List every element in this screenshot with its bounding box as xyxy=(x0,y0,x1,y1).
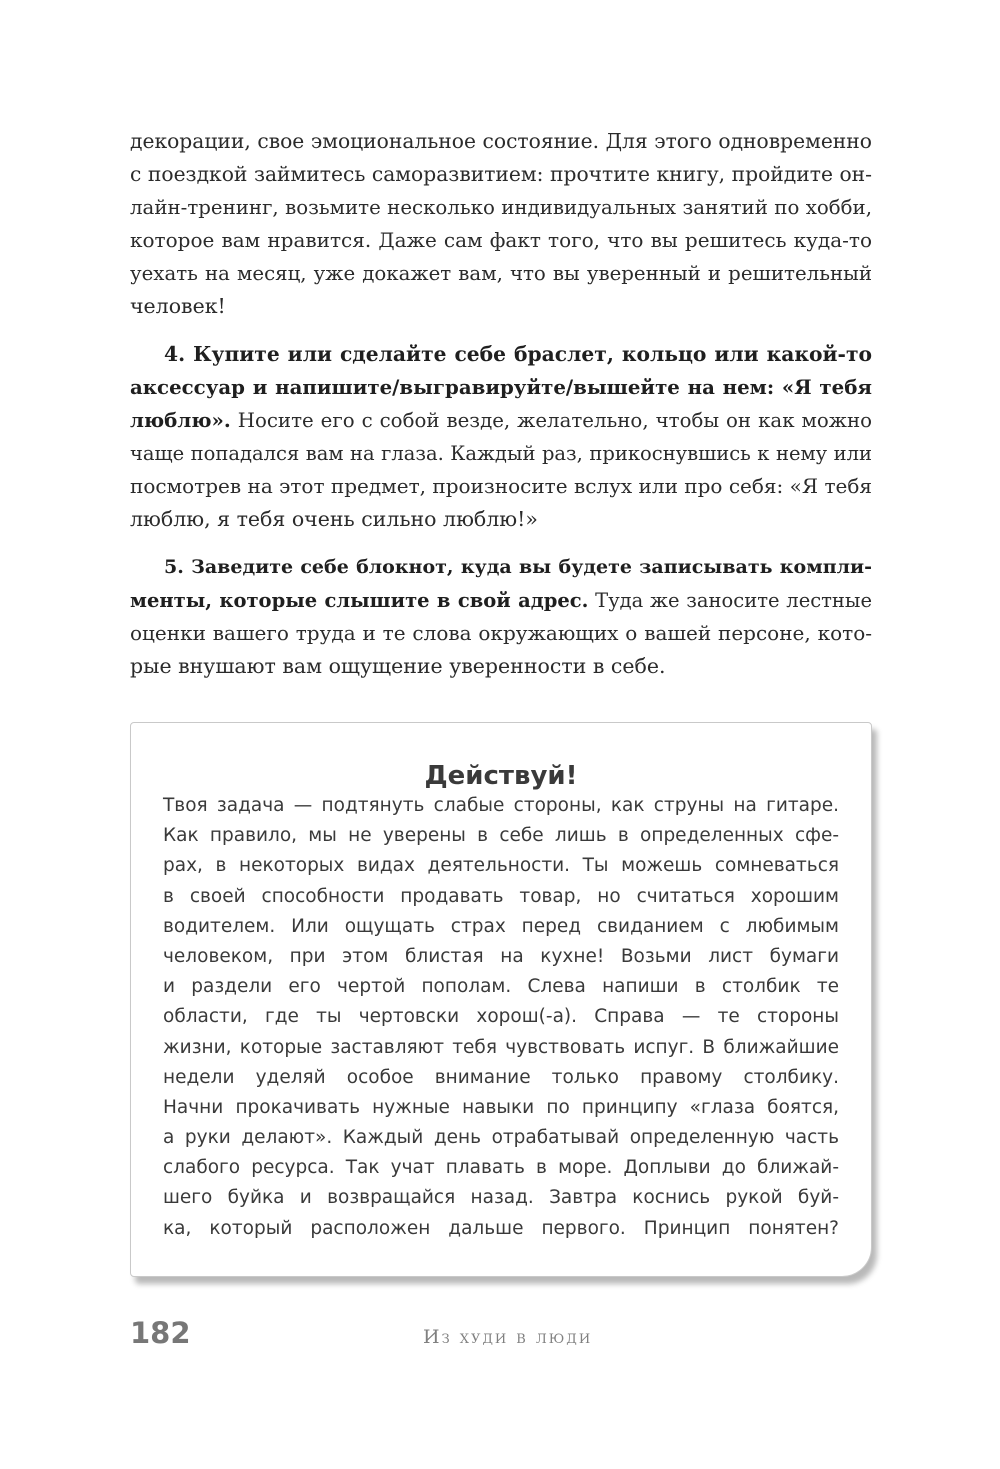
bold-text: люблю». xyxy=(130,408,231,432)
text-line xyxy=(130,584,872,617)
box-line: недели уделяй особое внимание только правому столбику. xyxy=(163,1066,839,1088)
box-line: рах, в некоторых видах деятельности. Ты можешь сомневаться xyxy=(163,855,839,877)
text-line: посмотрев на этот предмет, произносите вслух или про себя: «Я тебя xyxy=(130,474,872,498)
box-line: а руки делают». Каждый день отрабатывай определенную часть xyxy=(163,1127,839,1149)
bold-text: менты, которые слышите в свой адрес. xyxy=(130,589,589,612)
box-line: шего буйка и возвращайся назад. Завтра коснись рукой буй- xyxy=(163,1187,839,1209)
text-line: которое вам нравится. Даже сам факт того, что вы решитесь куда-то xyxy=(130,228,872,252)
text-line: уехать на месяц, уже докажет вам, что вы уверенный и решительный xyxy=(130,262,872,285)
text-line: человек! xyxy=(130,294,226,318)
bold-text: 5. Заведите себе блокнот, куда вы будете записывать компли- xyxy=(164,556,872,578)
box-line: жизни, которые заставляют тебя чувствовать испуг. В ближайшие xyxy=(163,1036,839,1058)
box-line: Начни прокачивать нужные навыки по принципу «глаза боятся, xyxy=(163,1096,839,1118)
text-line: лайн-тренинг, возьмите несколько индивидуальных занятий по хобби, xyxy=(130,196,872,219)
text-line xyxy=(130,338,872,371)
box-line: Как правило, мы не уверены в себе лишь в определенных сфе- xyxy=(163,825,839,847)
box-line: ка, который расположен дальше первого. Принцип понятен? xyxy=(163,1217,839,1239)
box-line: области, где ты чертовски хорош(-а). Справа — те стороны xyxy=(163,1006,839,1028)
regular-text: Туда же заносите лестные xyxy=(588,589,872,612)
box-line: Твоя задача — подтянуть слабые стороны, как струны на гитаре. xyxy=(163,795,839,816)
text-line: чаще попадался вам на глаза. Каждый раз, прикоснувшись к нему или xyxy=(130,442,872,465)
text-line: декорации, свое эмоциональное состояние. Для этого одновременно xyxy=(130,129,872,153)
regular-text: Носите его с собой везде, желательно, чтобы он как можно xyxy=(230,409,872,432)
action-box xyxy=(130,722,872,1277)
text-line xyxy=(130,371,872,404)
box-line: и раздели его чертой пополам. Слева напиши в столбик те xyxy=(163,976,839,998)
paragraph-3 xyxy=(130,551,872,683)
text-line xyxy=(130,551,872,584)
text-line: люблю, я тебя очень сильно люблю!» xyxy=(130,507,538,531)
box-line: человеком, при этом блистая на кухне! Возьми лист бумаги xyxy=(163,945,839,967)
bold-text: 4. Купите или сделайте себе браслет, кольцо или какой-то xyxy=(164,342,872,366)
text-line xyxy=(130,404,872,437)
paragraph-1 xyxy=(130,125,872,323)
text-line: рые внушают вам ощущение уверенности в себе. xyxy=(130,654,666,678)
bold-text: аксессуар и напишите/выгравируйте/вышейте на нем: «Я тебя xyxy=(130,375,872,399)
box-body xyxy=(163,791,839,1244)
box-line: водителем. Или ощущать страх перед свиданием с любимым xyxy=(163,915,839,937)
paragraph-2 xyxy=(130,338,872,536)
box-line: слабого ресурса. Так учат плавать в море. Доплыви до ближай- xyxy=(163,1157,839,1179)
box-line: в своей способности продавать товар, но считаться хорошим xyxy=(163,885,839,907)
running-title: Из худи в люди xyxy=(423,1326,593,1348)
box-title: Действуй! xyxy=(424,761,578,791)
text-line: с поездкой займитесь саморазвитием: прочтите книгу, пройдите он- xyxy=(130,162,872,186)
text-line: оценки вашего труда и те слова окружающих о вашей персоне, кото- xyxy=(130,621,872,645)
page-number: 182 xyxy=(130,1316,191,1350)
